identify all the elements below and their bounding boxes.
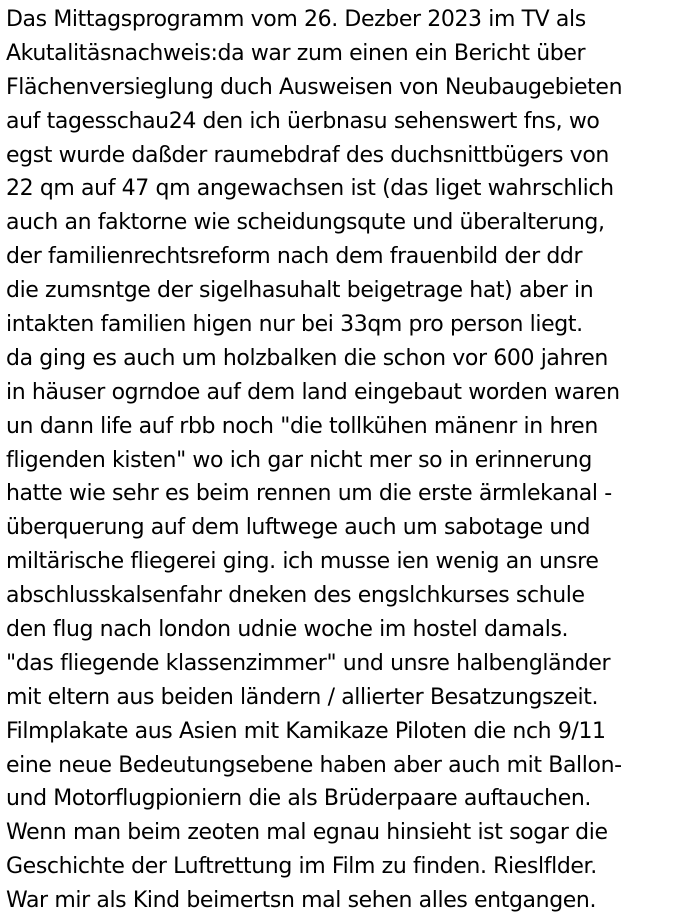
text-line-7: auch an faktorne wie scheidungsqute und überalterung, xyxy=(6,210,605,236)
text-line-3: Flächenversieglung duch Ausweisen von Neubaugebieten xyxy=(6,74,623,100)
text-line-15: hatte wie sehr es beim rennen um die erste ärmlekanal - xyxy=(6,481,612,507)
text-line-25: Wenn man beim zeoten mal egnau hinsieht ist sogar die xyxy=(6,820,608,846)
document-text xyxy=(6,3,684,918)
text-line-17: miltärische fliegerei ging. ich musse ien wenig an unsre xyxy=(6,549,599,575)
text-line-19: den flug nach london udnie woche im hostel damals. xyxy=(6,617,569,643)
text-line-21: mit eltern aus beiden ländern / allierter Besatzungszeit. xyxy=(6,684,599,710)
text-line-11: da ging es auch um holzbalken die schon vor 600 jahren xyxy=(6,345,608,371)
text-line-1: Das Mittagsprogramm vom 26. Dezber 2023 im TV als xyxy=(6,7,586,32)
text-line-2: Akutalitäsnachweis:da war zum einen ein Bericht über xyxy=(6,40,586,66)
text-line-9: die zumsntge der sigelhasuhalt beigetrage hat) aber in xyxy=(6,278,594,304)
text-line-16: überquerung auf dem luftwege auch um sabotage und xyxy=(6,515,591,541)
text-line-8: der familienrechtsreform nach dem frauenbild der ddr xyxy=(6,244,583,270)
text-line-23: eine neue Bedeutungsebene haben aber auch mit Ballon- xyxy=(6,752,622,778)
text-line-24: und Motorflugpioniern die als Brüderpaare auftauchen. xyxy=(6,786,591,812)
text-line-13: un dann life auf rbb noch "die tollkühen mänenr in hren xyxy=(6,413,598,439)
text-line-22: Filmplakate aus Asien mit Kamikaze Piloten die nch 9/11 xyxy=(6,718,606,744)
text-line-6: 22 qm auf 47 qm angewachsen ist (das liget wahrschlich xyxy=(6,176,614,202)
text-line-20: "das fliegende klassenzimmer" und unsre halbengländer xyxy=(6,650,611,676)
text-line-18: abschlusskalsenfahr dneken des engslchkurses schule xyxy=(6,583,585,609)
text-line-12: in häuser ogrndoe auf dem land eingebaut worden waren xyxy=(6,379,620,405)
text-line-4: auf tagesschau24 den ich üerbnasu sehenswert fns, wo xyxy=(6,108,600,134)
text-line-27: War mir als Kind beimertsn mal sehen alles entgangen. xyxy=(6,888,597,914)
text-line-10: intakten familien higen nur bei 33qm pro person liegt. xyxy=(6,312,583,338)
text-line-14: fligenden kisten" wo ich gar nicht mer so in erinnerung xyxy=(6,447,592,473)
text-line-5: egst wurde daßder raumebdraf des duchsnittbügers von xyxy=(6,142,609,168)
text-line-26: Geschichte der Luftrettung im Film zu finden. Rieslflder. xyxy=(6,854,597,880)
